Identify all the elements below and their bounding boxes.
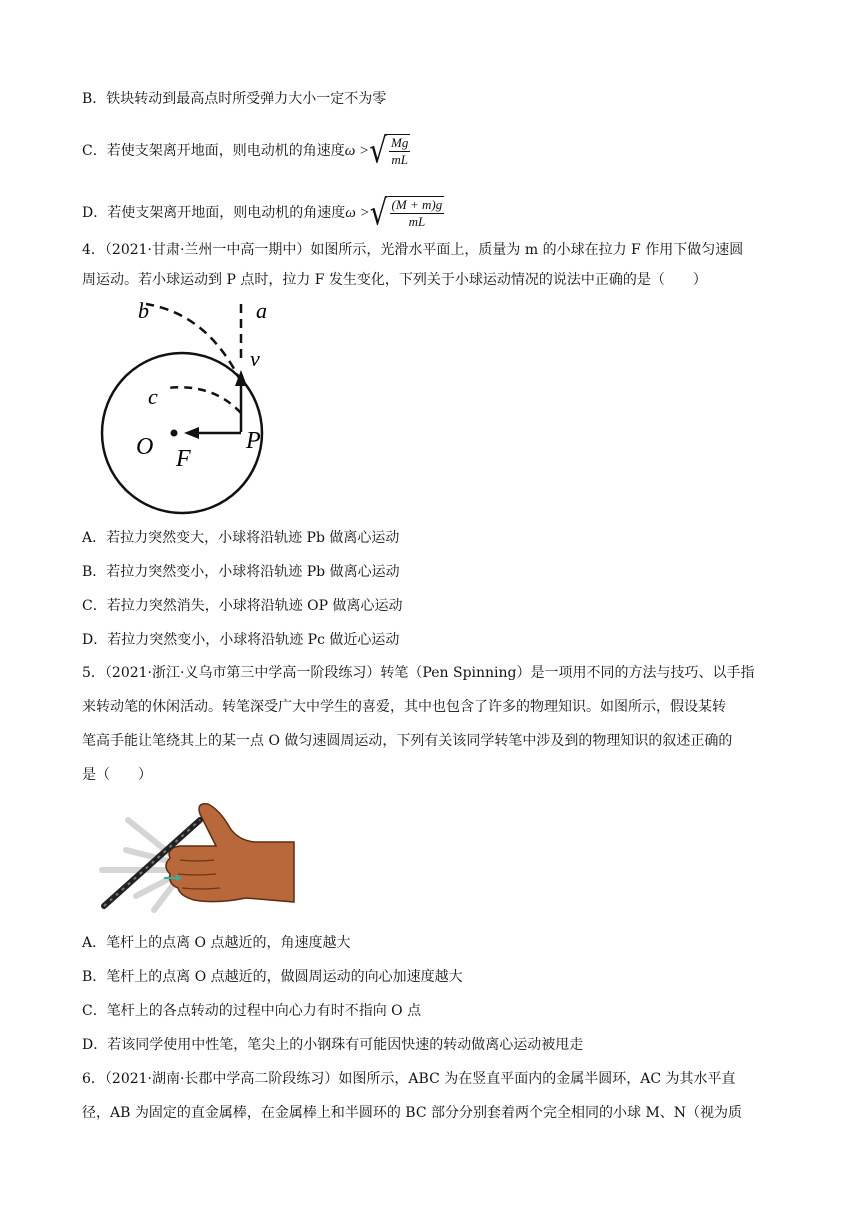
hand-shape — [166, 804, 294, 902]
label-b: b — [138, 298, 149, 323]
sqrt-symbol: √ — [369, 191, 388, 233]
q3-option-d-fraction: $\frac{(M + m)g}{mL}$ — [391, 197, 443, 229]
q3-option-d-omega: ω > — [345, 205, 370, 221]
velocity-arrowhead — [235, 370, 247, 386]
label-P: P — [246, 428, 261, 454]
q5-stem-line2: 来转动笔的休闲活动。转笔深受广大中学生的喜爱，其中也包含了许多的物理知识。如图所示，假设某转 — [82, 699, 726, 715]
q4-stem-line2: 周运动。若小球运动到 P 点时，拉力 F 发生变化，下列关于小球运动情况的说法中正确的是（ ） — [82, 272, 707, 288]
q3-option-c — [82, 129, 410, 171]
label-F: F — [176, 446, 191, 472]
q4-option-c: C．若拉力突然消失，小球将沿轨迹 OP 做离心运动 — [82, 598, 403, 614]
center-dot — [171, 430, 178, 437]
sqrt-symbol: √ — [369, 129, 388, 171]
label-c: c — [148, 384, 158, 409]
q5-stem-line1: 5．（2021·浙江·义乌市第三中学高一阶段练习）转笔（Pen Spinning）是一项用不同的方法与技巧、以手指 — [82, 665, 755, 681]
q3-option-d-text: D．若使支架离开地面，则电动机的角速度 — [82, 205, 346, 221]
q5-option-a: A．笔杆上的点离 O 点越近的，角速度越大 — [82, 935, 351, 951]
q4-option-d: D．若拉力突然变小，小球将沿轨迹 Pc 做近心运动 — [82, 632, 400, 648]
q4-option-a: A．若拉力突然变大，小球将沿轨迹 Pb 做离心运动 — [82, 530, 400, 546]
trajectory-b — [146, 304, 241, 382]
q5-option-b: B．笔杆上的点离 O 点越近的，做圆周运动的向心加速度越大 — [82, 969, 463, 985]
q4-circular-motion-figure — [78, 296, 288, 522]
q6-stem-line2: 径，AB 为固定的直金属棒，在金属棒上和半圆环的 BC 部分分别套着两个完全相同的小球 M、N（视为质 — [82, 1105, 743, 1121]
q3-option-c-fraction: $\frac{Mg}{mL}$ — [391, 135, 409, 167]
q5-stem-line4: 是（ ） — [82, 767, 152, 783]
trajectory-c — [167, 387, 241, 413]
q4-option-b: B．若拉力突然变小，小球将沿轨迹 Pb 做离心运动 — [82, 564, 400, 580]
q3-option-c-omega: ω > — [344, 143, 370, 159]
q3-option-d — [82, 191, 444, 233]
force-arrowhead — [184, 427, 199, 439]
q5-option-c: C．笔杆上的各点转动的过程中向心力有时不指向 O 点 — [82, 1003, 422, 1019]
q5-pen-spinning-image — [96, 800, 296, 916]
q3-option-b: B．铁块转动到最高点时所受弹力大小一定不为零 — [82, 91, 387, 107]
q5-stem-line3: 笔高手能让笔绕其上的某一点 O 做匀速圆周运动，下列有关该同学转笔中涉及到的物理知识的叙述正确的 — [82, 733, 733, 749]
q6-stem-line1: 6．（2021·湖南·长郡中学高二阶段练习）如图所示，ABC 为在竖直平面内的金属半圆环，AC 为其水平直 — [82, 1071, 736, 1087]
q3-option-c-text: C．若使支架离开地面，则电动机的角速度 — [82, 143, 345, 159]
label-a: a — [256, 298, 267, 323]
q4-stem-line1: 4．（2021·甘肃·兰州一中高一期中）如图所示，光滑水平面上，质量为 m 的小球在拉力 F 作用下做匀速圆 — [82, 242, 744, 258]
label-v: v — [250, 346, 260, 371]
q5-option-d: D．若该同学使用中性笔，笔尖上的小钢珠有可能因快速的转动做离心运动被甩走 — [82, 1037, 584, 1053]
label-O: O — [136, 434, 154, 460]
